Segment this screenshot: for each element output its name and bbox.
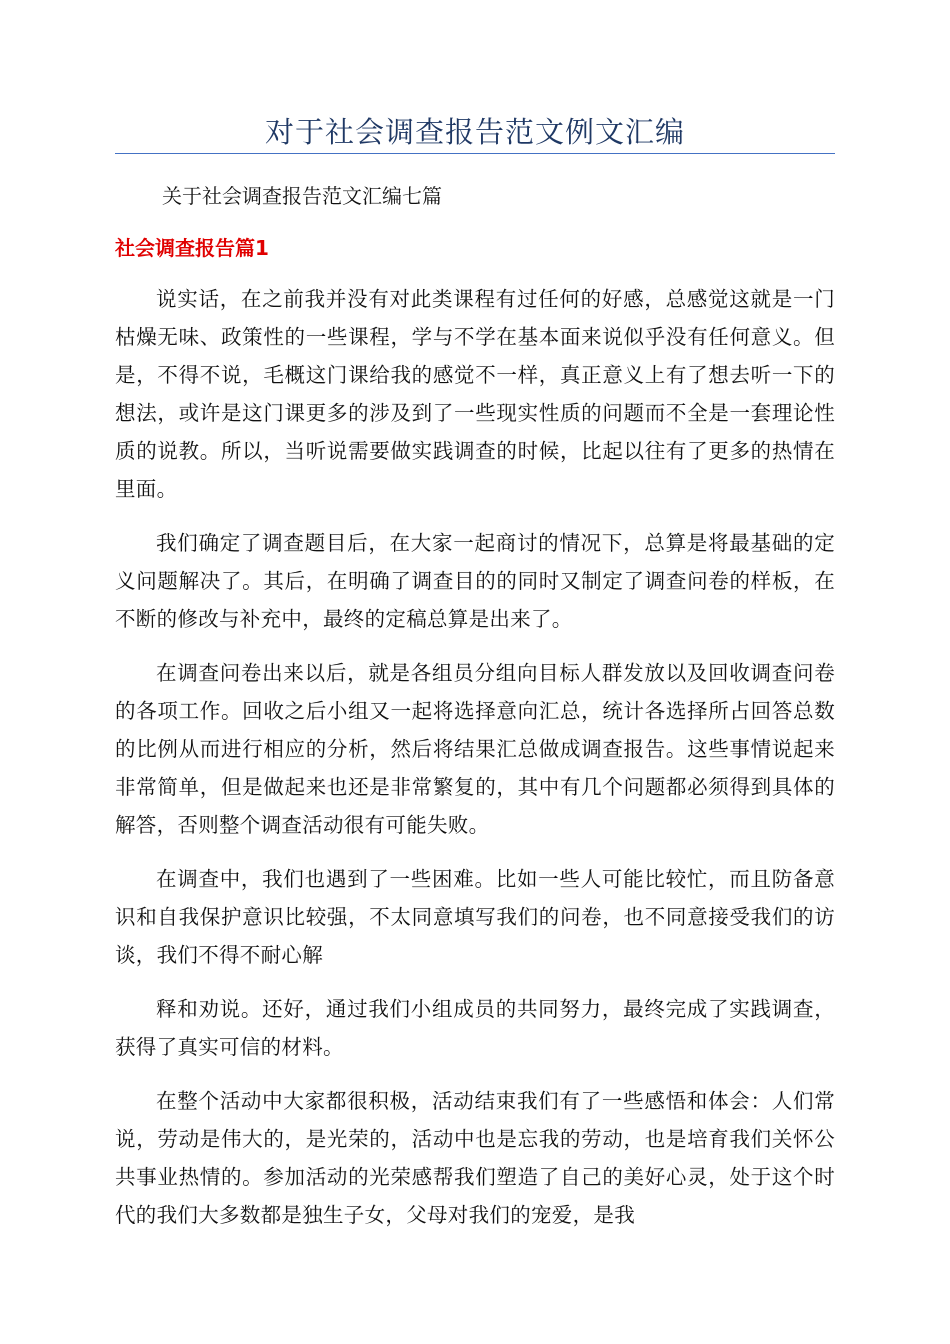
document-title: 对于社会调查报告范文例文汇编: [264, 115, 685, 149]
paragraph: 在调查中，我们也遇到了一些困难。比如一些人可能比较忙，而且防备意识和自我保护意识比较强，不太同意填写我们的问卷，也不同意接受我们的访谈，我们不得不耐心解: [115, 867, 835, 967]
paragraph: 我们确定了调查题目后，在大家一起商讨的情况下，总算是将最基础的定义问题解决了。其后，在明确了调查目的的同时又制定了调查问卷的样板，在不断的修改与补充中，最终的定稿总算是出来了。: [115, 531, 835, 631]
paragraph: 说实话，在之前我并没有对此类课程有过任何的好感，总感觉这就是一门枯燥无味、政策性的一些课程，学与不学在基本面来说似乎没有任何意义。但是，不得不说，毛概这门课给我的感觉不一样，真正意义上有了想去听一下的想法，或许是这门课更多的涉及到了一些现实性质的问题而不全是一套理论性质的说教。所以，当听说需要做实践调查的时候，比起以往有了更多的热情在里面。: [115, 287, 835, 501]
section-heading: 社会调查报告篇1: [115, 236, 269, 260]
title-underline: [115, 153, 835, 154]
paragraph: 在整个活动中大家都很积极，活动结束我们有了一些感悟和体会：人们常说，劳动是伟大的，是光荣的，活动中也是忘我的劳动，也是培育我们关怀公共事业热情的。参加活动的光荣感帮我们塑造了自己的美好心灵，处于这个时代的我们大多数都是独生子女，父母对我们的宠爱，是我: [115, 1089, 835, 1227]
document-subtitle: 关于社会调查报告范文汇编七篇: [162, 184, 442, 208]
paragraph: 释和劝说。还好，通过我们小组成员的共同努力，最终完成了实践调查，获得了真实可信的材料。: [115, 997, 835, 1059]
body-text: [115, 280, 835, 1250]
paragraph: 在调查问卷出来以后，就是各组员分组向目标人群发放以及回收调查问卷的各项工作。回收之后小组又一起将选择意向汇总，统计各选择所占回答总数的比例从而进行相应的分析，然后将结果汇总做成调查报告。这些事情说起来非常简单，但是做起来也还是非常繁复的，其中有几个问题都必须得到具体的解答，否则整个调查活动很有可能失败。: [115, 661, 835, 837]
